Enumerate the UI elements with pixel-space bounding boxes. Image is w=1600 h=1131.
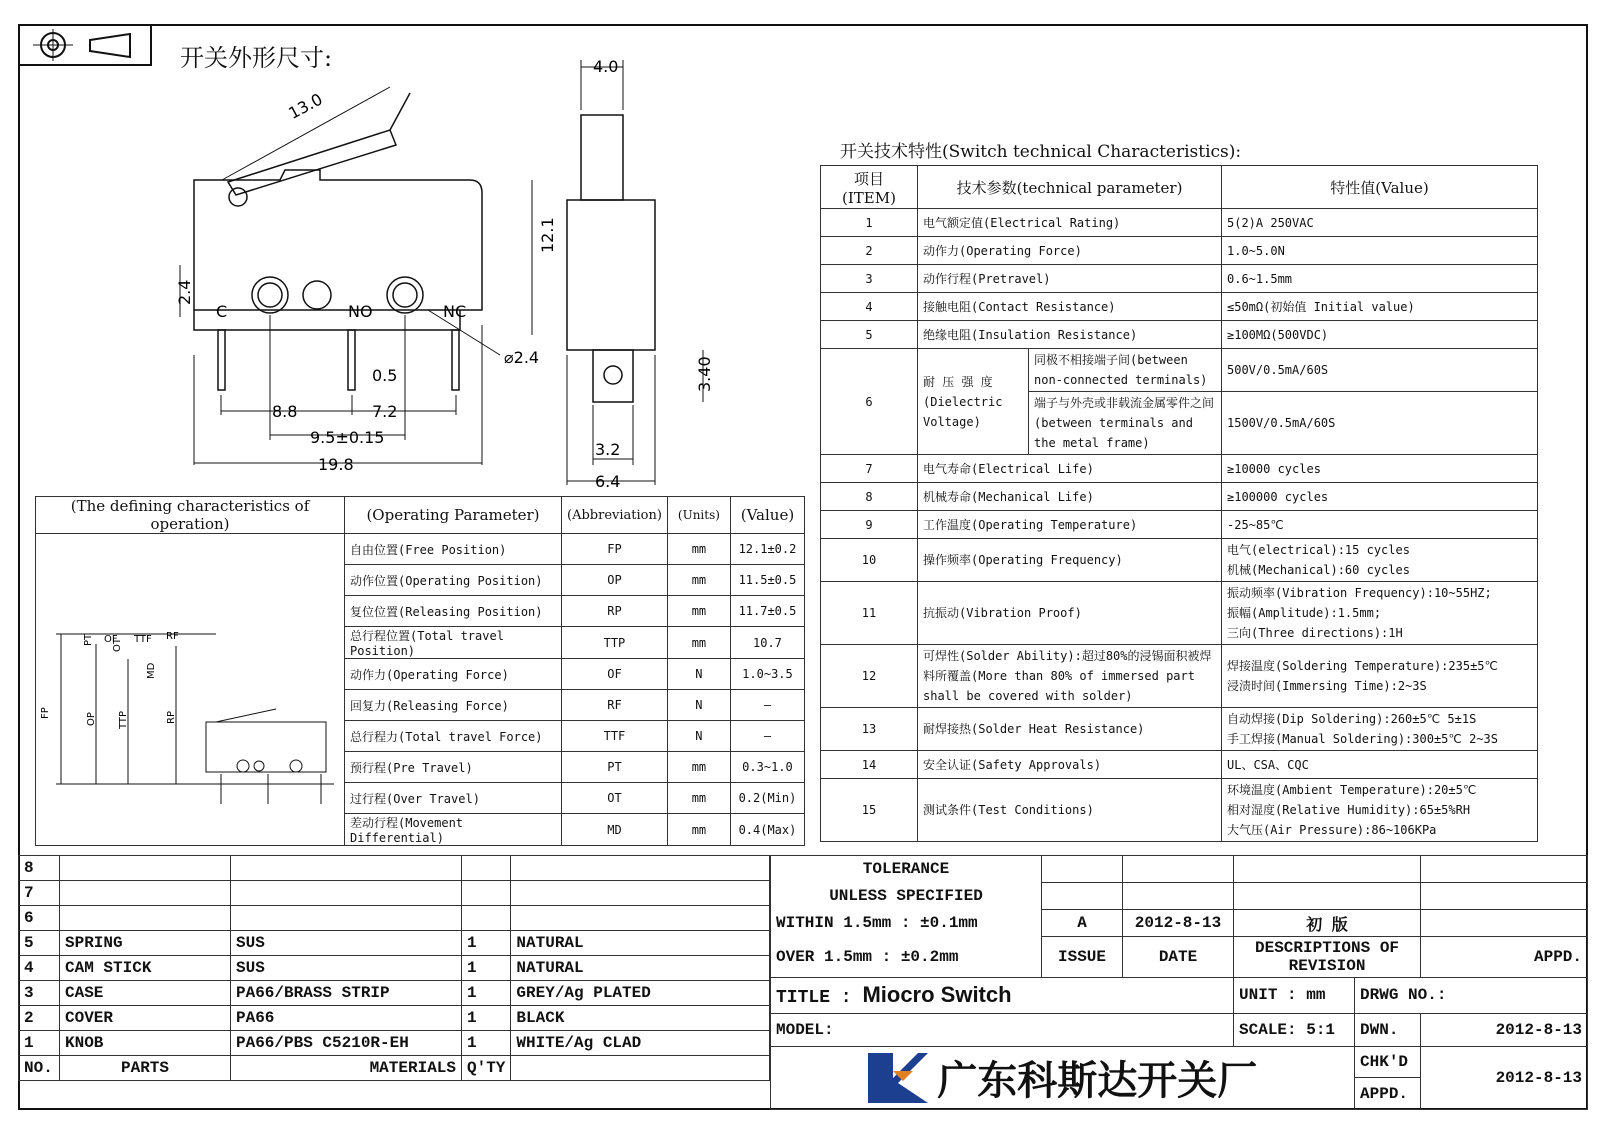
bom-cell-qty bbox=[462, 906, 511, 931]
op-row-unit: N bbox=[667, 659, 730, 690]
dim-d1: 8.8 bbox=[272, 402, 298, 421]
dim-side1: 3.2 bbox=[595, 440, 621, 459]
bom-cell-part: SPRING bbox=[60, 931, 231, 956]
op-row-value: 0.3~1.0 bbox=[730, 752, 804, 783]
op-header-abbr: (Abbreviation) bbox=[562, 497, 668, 534]
op-row-unit: mm bbox=[667, 814, 730, 846]
op-row-param: 动作位置(Operating Position) bbox=[345, 565, 562, 596]
bom-cell-fin: NATURAL bbox=[511, 931, 770, 956]
spec-row-no: 5 bbox=[821, 321, 918, 349]
spec-row-value: 环境温度(Ambient Temperature):20±5℃ 相对湿度(Relative Humidity):65±5%RH 大气压(Air Pressure):86~106KPa bbox=[1222, 779, 1538, 842]
op-row-abbr: OP bbox=[562, 565, 668, 596]
bom-footer-no: NO. bbox=[19, 1056, 60, 1081]
scale-label: SCALE: 5:1 bbox=[1234, 1014, 1355, 1047]
desc-label: DESCRIPTIONS OF REVISION bbox=[1234, 937, 1421, 977]
op-row-unit: mm bbox=[667, 596, 730, 627]
spec-row-param: 可焊性(Solder Ability):超过80%的浸锡面积被焊料所覆盖(More than 80% of immersed part shall be covered with solder) bbox=[918, 645, 1222, 708]
spec-row-value: 1.0~5.0N bbox=[1222, 237, 1538, 265]
bom-cell-part bbox=[60, 906, 231, 931]
label-ttp: TTP bbox=[118, 710, 129, 729]
bom-cell-qty: 1 bbox=[462, 981, 511, 1006]
dim-pin: 0.5 bbox=[372, 366, 398, 385]
spec-row bbox=[821, 511, 1538, 539]
spec-row-param: 测试条件(Test Conditions) bbox=[918, 779, 1222, 842]
bom-cell-mat: SUS bbox=[231, 956, 462, 981]
bom-cell-mat bbox=[231, 856, 462, 881]
spec-row-no: 12 bbox=[821, 645, 918, 708]
op-row-unit: mm bbox=[667, 627, 730, 659]
op-row-param: 回复力(Releasing Force) bbox=[345, 690, 562, 721]
op-row-param: 动作力(Operating Force) bbox=[345, 659, 562, 690]
spec-row-param: 动作行程(Pretravel) bbox=[918, 265, 1222, 293]
spec-row-no: 4 bbox=[821, 293, 918, 321]
unit-label: UNIT : mm bbox=[1234, 977, 1355, 1014]
op-row-value: 12.1±0.2 bbox=[730, 534, 804, 565]
bom-cell-n: 1 bbox=[19, 1031, 60, 1056]
op-row-unit: mm bbox=[667, 752, 730, 783]
bom-cell-part: KNOB bbox=[60, 1031, 231, 1056]
spec-row-value: 电气(electrical):15 cycles 机械(Mechanical):60 cycles bbox=[1222, 539, 1538, 582]
op-row-abbr: OT bbox=[562, 783, 668, 814]
spec-row-no: 13 bbox=[821, 708, 918, 751]
spec-row bbox=[821, 751, 1538, 779]
label-no: NO bbox=[348, 302, 373, 321]
op-row-abbr: PT bbox=[562, 752, 668, 783]
spec-row-value: 5(2)A 250VAC bbox=[1222, 209, 1538, 237]
spec-header-param: 技术参数(technical parameter) bbox=[918, 166, 1222, 209]
bom-cell-part: CASE bbox=[60, 981, 231, 1006]
bom-cell-mat: SUS bbox=[231, 931, 462, 956]
bom-cell-mat: PA66/BRASS STRIP bbox=[231, 981, 462, 1006]
spec-row-param: 电气寿命(Electrical Life) bbox=[918, 455, 1222, 483]
tolerance-line1: TOLERANCE bbox=[771, 856, 1042, 883]
spec-row-no: 9 bbox=[821, 511, 918, 539]
title-value: Miocro Switch bbox=[862, 982, 1012, 1008]
bom-cell-qty: 1 bbox=[462, 1006, 511, 1031]
op-row-value: 10.7 bbox=[730, 627, 804, 659]
op-row-abbr: MD bbox=[562, 814, 668, 846]
op-row-abbr: TTP bbox=[562, 627, 668, 659]
spec-table bbox=[820, 165, 1538, 842]
bom-cell-fin: NATURAL bbox=[511, 956, 770, 981]
bom-row bbox=[19, 881, 770, 906]
spec-row-param: 抗振动(Vibration Proof) bbox=[918, 582, 1222, 645]
spec-row-param: 安全认证(Safety Approvals) bbox=[918, 751, 1222, 779]
spec-row bbox=[821, 455, 1538, 483]
issue-label: ISSUE bbox=[1042, 937, 1123, 977]
label-ot: OT bbox=[112, 638, 123, 652]
model-label: MODEL: bbox=[771, 1014, 1234, 1047]
op-row-value: 0.2(Min) bbox=[730, 783, 804, 814]
operating-diagram bbox=[36, 534, 334, 842]
company-name: 广东科斯达开关厂 bbox=[937, 1058, 1258, 1105]
spec-row-no: 11 bbox=[821, 582, 918, 645]
op-row-value: 11.7±0.5 bbox=[730, 596, 804, 627]
spec-row-value: 焊接温度(Soldering Temperature):235±5℃ 浸渍时间(Immersing Time):2~3S bbox=[1222, 645, 1538, 708]
tolerance-line4: OVER 1.5mm : ±0.2mm bbox=[771, 937, 1042, 977]
spec-row-sub: 同极不相接端子间(between non-connected terminals) bbox=[1029, 349, 1222, 392]
tolerance-line2: UNLESS SPECIFIED bbox=[771, 883, 1042, 910]
bom-cell-n: 4 bbox=[19, 956, 60, 981]
dim-h1: 2.4 bbox=[175, 279, 194, 305]
spec-row-value: UL、CSA、CQC bbox=[1222, 751, 1538, 779]
bom-row bbox=[19, 956, 770, 981]
bom-cell-n: 8 bbox=[19, 856, 60, 881]
spec-row-no: 10 bbox=[821, 539, 918, 582]
op-row-unit: mm bbox=[667, 783, 730, 814]
bom-cell-n: 5 bbox=[19, 931, 60, 956]
op-row-value: — bbox=[730, 690, 804, 721]
spec-row bbox=[821, 582, 1538, 645]
spec-row bbox=[821, 539, 1538, 582]
label-op: OP bbox=[86, 712, 97, 726]
bom-row bbox=[19, 981, 770, 1006]
bom-row bbox=[19, 906, 770, 931]
bom-cell-mat: PA66/PBS C5210R-EH bbox=[231, 1031, 462, 1056]
op-row-param: 总行程位置(Total travel Position) bbox=[345, 627, 562, 659]
spec-row-param: 工作温度(Operating Temperature) bbox=[918, 511, 1222, 539]
operating-table bbox=[35, 496, 805, 846]
bom-row bbox=[19, 1031, 770, 1056]
bom-cell-n: 6 bbox=[19, 906, 60, 931]
op-row-value: 1.0~3.5 bbox=[730, 659, 804, 690]
bom-cell-fin bbox=[511, 856, 770, 881]
rev-date: 2012-8-13 bbox=[1123, 910, 1234, 937]
spec-row-param: 电气额定值(Electrical Rating) bbox=[918, 209, 1222, 237]
spec-row bbox=[821, 293, 1538, 321]
label-pt: PT bbox=[83, 633, 94, 646]
spec-row-no: 2 bbox=[821, 237, 918, 265]
spec-header-item: 项目 (ITEM) bbox=[821, 166, 918, 209]
spec-row bbox=[821, 708, 1538, 751]
op-row-unit: mm bbox=[667, 565, 730, 596]
label-md: MD bbox=[146, 662, 157, 679]
op-row-abbr: FP bbox=[562, 534, 668, 565]
bom-row bbox=[19, 856, 770, 881]
bom-cell-part bbox=[60, 881, 231, 906]
spec-row-no: 1 bbox=[821, 209, 918, 237]
op-row-unit: N bbox=[667, 690, 730, 721]
drwg-label: DRWG NO.: bbox=[1355, 977, 1588, 1014]
bom-footer-qty: Q'TY bbox=[462, 1056, 511, 1081]
bom-table bbox=[18, 855, 770, 1081]
spec-row-param: 操作频率(Operating Frequency) bbox=[918, 539, 1222, 582]
bom-cell-n: 7 bbox=[19, 881, 60, 906]
spec-row-value: ≥10000 cycles bbox=[1222, 455, 1538, 483]
spec-row-value: 1500V/0.5mA/60S bbox=[1222, 392, 1538, 455]
spec-row-param: 接触电阻(Contact Resistance) bbox=[918, 293, 1222, 321]
op-row-value: 0.4(Max) bbox=[730, 814, 804, 846]
label-nc: NC bbox=[443, 302, 467, 321]
label-ttf: TTF bbox=[134, 634, 152, 645]
side-view-drawing bbox=[555, 55, 715, 495]
bom-footer-parts: PARTS bbox=[60, 1056, 231, 1081]
dim-pin-pitch: 9.5±0.15 bbox=[310, 428, 385, 447]
label-rp: RP bbox=[166, 711, 177, 724]
dwn-label: DWN. bbox=[1355, 1014, 1421, 1047]
rev-letter: A bbox=[1042, 910, 1123, 937]
label-of: OF bbox=[104, 634, 118, 645]
op-header-units: (Units) bbox=[667, 497, 730, 534]
appd2-label: APPD. bbox=[1355, 1078, 1421, 1110]
bom-cell-part bbox=[60, 856, 231, 881]
dim-hole: ⌀2.4 bbox=[504, 348, 540, 367]
spec-row bbox=[821, 645, 1538, 708]
bom-cell-qty: 1 bbox=[462, 931, 511, 956]
spec-title: 开关技术特性(Switch technical Characteristics): bbox=[840, 142, 1242, 162]
bom-cell-n: 2 bbox=[19, 1006, 60, 1031]
spec-row-param: 耐 压 强 度 (Dielectric Voltage) bbox=[918, 349, 1029, 455]
date-label: DATE bbox=[1123, 937, 1234, 977]
dim-h2: 12.1 bbox=[538, 217, 557, 253]
bom-row bbox=[19, 931, 770, 956]
op-header-param: (Operating Parameter) bbox=[345, 497, 562, 534]
bom-cell-fin: GREY/Ag PLATED bbox=[511, 981, 770, 1006]
spec-row-no: 7 bbox=[821, 455, 918, 483]
spec-row-no: 8 bbox=[821, 483, 918, 511]
spec-row-sub: 端子与外壳或非载流金属零件之间(between terminals and the metal frame) bbox=[1029, 392, 1222, 455]
op-row-param: 差动行程(Movement Differential) bbox=[345, 814, 562, 846]
op-row-param: 自由位置(Free Position) bbox=[345, 534, 562, 565]
op-row-param: 预行程(Pre Travel) bbox=[345, 752, 562, 783]
projection-symbol bbox=[18, 24, 153, 66]
op-row-unit: N bbox=[667, 721, 730, 752]
company-logo bbox=[868, 1053, 928, 1103]
bom-footer-finish bbox=[511, 1056, 770, 1081]
spec-row-value: 振动频率(Vibration Frequency):10~55HZ; 振幅(Amplitude):1.5mm; 三向(Three directions):1H bbox=[1222, 582, 1538, 645]
label-fp: FP bbox=[40, 707, 51, 719]
rev-desc: 初 版 bbox=[1234, 910, 1421, 937]
op-header-value: (Value) bbox=[730, 497, 804, 534]
spec-row-param: 绝缘电阻(Insulation Resistance) bbox=[918, 321, 1222, 349]
spec-row-no: 14 bbox=[821, 751, 918, 779]
spec-row-value: -25~85℃ bbox=[1222, 511, 1538, 539]
op-row-value: — bbox=[730, 721, 804, 752]
spec-row bbox=[821, 209, 1538, 237]
op-diagram-cell bbox=[36, 534, 345, 846]
spec-row-value: 500V/0.5mA/60S bbox=[1222, 349, 1538, 392]
op-header-char: (The defining characteristics of operation) bbox=[36, 497, 345, 534]
op-row-abbr: TTF bbox=[562, 721, 668, 752]
dim-d2: 7.2 bbox=[372, 402, 398, 421]
spec-row-value: 0.6~1.5mm bbox=[1222, 265, 1538, 293]
bom-cell-qty: 1 bbox=[462, 956, 511, 981]
bom-footer-materials: MATERIALS bbox=[231, 1056, 462, 1081]
spec-row-no: 3 bbox=[821, 265, 918, 293]
bom-cell-fin bbox=[511, 906, 770, 931]
bom-cell-mat bbox=[231, 906, 462, 931]
tolerance-line3: WITHIN 1.5mm : ±0.1mm bbox=[771, 910, 1042, 937]
dim-width-total: 19.8 bbox=[318, 455, 354, 474]
op-row-unit: mm bbox=[667, 534, 730, 565]
op-row-abbr: RP bbox=[562, 596, 668, 627]
bom-row bbox=[19, 1006, 770, 1031]
dim-side2: 6.4 bbox=[595, 472, 621, 491]
spec-row-value: ≥100000 cycles bbox=[1222, 483, 1538, 511]
op-row-value: 11.5±0.5 bbox=[730, 565, 804, 596]
bom-cell-fin: BLACK bbox=[511, 1006, 770, 1031]
op-row-param: 过行程(Over Travel) bbox=[345, 783, 562, 814]
bom-cell-qty: 1 bbox=[462, 1031, 511, 1056]
spec-row bbox=[821, 265, 1538, 293]
spec-row bbox=[821, 779, 1538, 842]
spec-row-value: ≤50mΩ(初始值 Initial value) bbox=[1222, 293, 1538, 321]
bom-cell-qty bbox=[462, 881, 511, 906]
spec-row-value: ≥100MΩ(500VDC) bbox=[1222, 321, 1538, 349]
op-row-abbr: OF bbox=[562, 659, 668, 690]
spec-row bbox=[821, 321, 1538, 349]
spec-row bbox=[821, 483, 1538, 511]
op-row-param: 总行程力(Total travel Force) bbox=[345, 721, 562, 752]
chk-date: 2012-8-13 bbox=[1421, 1046, 1588, 1109]
spec-row bbox=[821, 237, 1538, 265]
front-view-drawing bbox=[160, 55, 560, 475]
op-row-abbr: RF bbox=[562, 690, 668, 721]
spec-row-no: 15 bbox=[821, 779, 918, 842]
bom-cell-fin bbox=[511, 881, 770, 906]
dim-top: 4.0 bbox=[593, 57, 619, 76]
spec-row-no: 6 bbox=[821, 349, 918, 455]
bom-cell-part: COVER bbox=[60, 1006, 231, 1031]
bom-cell-mat: PA66 bbox=[231, 1006, 462, 1031]
appd-label: APPD. bbox=[1421, 937, 1588, 977]
spec-row-param: 动作力(Operating Force) bbox=[918, 237, 1222, 265]
spec-header-value: 特性值(Value) bbox=[1222, 166, 1538, 209]
op-row-param: 复位位置(Releasing Position) bbox=[345, 596, 562, 627]
title-block bbox=[770, 855, 1588, 1110]
chkd-label: CHK'D bbox=[1355, 1046, 1421, 1077]
bom-cell-qty bbox=[462, 856, 511, 881]
bom-cell-part: CAM STICK bbox=[60, 956, 231, 981]
bom-cell-fin: WHITE/Ag CLAD bbox=[511, 1031, 770, 1056]
spec-row-value: 自动焊接(Dip Soldering):260±5℃ 5±1S 手工焊接(Manual Soldering):300±5℃ 2~3S bbox=[1222, 708, 1538, 751]
spec-row-param: 耐焊接热(Solder Heat Resistance) bbox=[918, 708, 1222, 751]
dim-side3: 3.40 bbox=[695, 356, 714, 392]
drawing-title: 开关外形尺寸: bbox=[180, 44, 333, 72]
title-label: TITLE : bbox=[776, 988, 852, 1009]
spec-row-param: 机械寿命(Mechanical Life) bbox=[918, 483, 1222, 511]
bom-cell-n: 3 bbox=[19, 981, 60, 1006]
label-c: C bbox=[216, 302, 228, 321]
label-rf: RF bbox=[166, 631, 179, 642]
bom-cell-mat bbox=[231, 881, 462, 906]
dwn-date: 2012-8-13 bbox=[1421, 1014, 1588, 1047]
dim-lever: 13.0 bbox=[285, 89, 326, 123]
